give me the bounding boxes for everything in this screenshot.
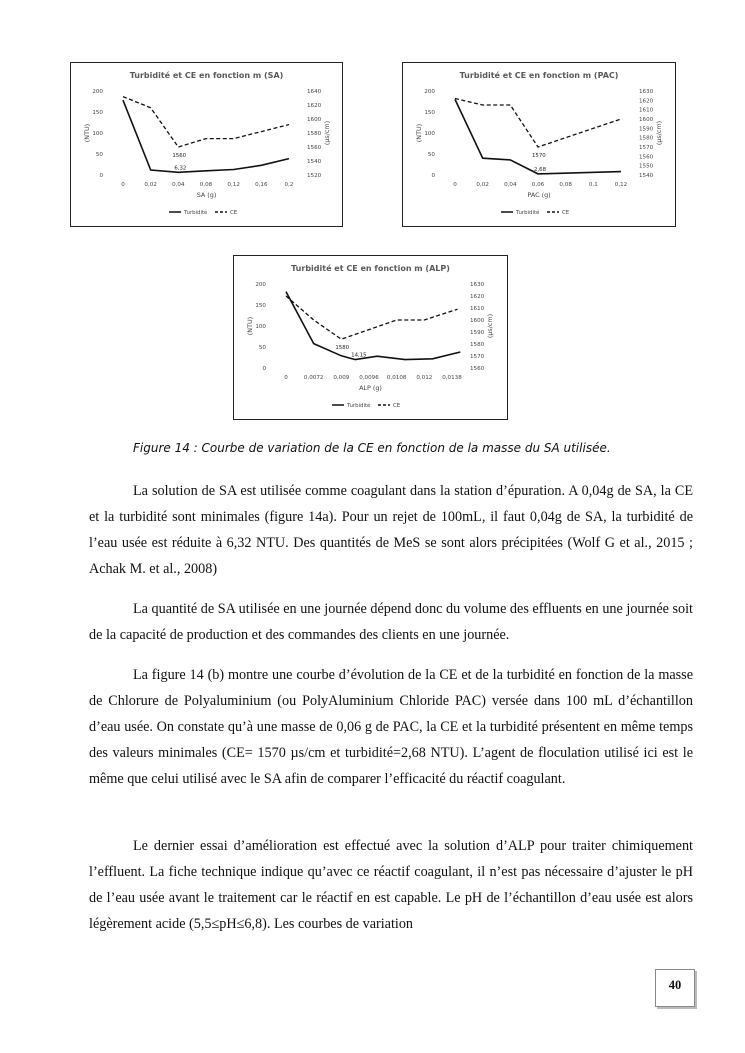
left-tick-label: 0 xyxy=(262,366,266,372)
legend-label: Turbidité xyxy=(516,210,540,216)
left-tick-label: 100 xyxy=(255,324,266,330)
right-tick-label: 1600 xyxy=(307,117,322,123)
right-tick-label: 1620 xyxy=(307,103,322,109)
left-tick-label: 200 xyxy=(92,89,103,95)
left-axis-title: (NTU) xyxy=(83,123,91,143)
right-tick-label: 1580 xyxy=(470,342,485,348)
paragraph-4: Le dernier essai d’amélioration est effectué avec la solution d’ALP pour traiter chimiquement l’effluent. La fiche technique indique qu’avec ce réactif coagulant, il n’est pas nécessaire d’ajuster le pH de l’eau usée avant le traitement car le réactif en est capable. Le pH de l’échantillon d’eau usée est alors légèrement acide (5,5≤pH≤6,8). Les courbes de variation xyxy=(89,838,693,932)
right-tick-label: 1590 xyxy=(639,126,654,133)
ce-line xyxy=(286,296,458,339)
turbidity-line xyxy=(455,99,621,173)
legend-label: Turbidité xyxy=(347,403,371,409)
left-tick-label: 150 xyxy=(92,110,103,116)
x-tick-label: 0,08 xyxy=(559,182,572,188)
x-tick-label: 0,2 xyxy=(284,182,294,188)
left-tick-label: 200 xyxy=(424,89,435,95)
data-label: 6,32 xyxy=(174,165,187,172)
right-tick-label: 1550 xyxy=(639,163,654,170)
chart-pac xyxy=(402,62,676,227)
chart-alp xyxy=(233,255,508,420)
chart-title: Turbidité et CE en fonction m (ALP) xyxy=(291,264,450,273)
right-tick-label: 1610 xyxy=(639,107,654,114)
legend-label: CE xyxy=(562,210,570,216)
x-tick-label: 0,02 xyxy=(144,182,157,188)
left-tick-label: 100 xyxy=(424,131,435,137)
x-tick-label: 0,0138 xyxy=(442,375,462,381)
chart-pac-svg xyxy=(403,63,675,226)
x-axis-title: SA (g) xyxy=(196,191,217,199)
left-tick-label: 0 xyxy=(99,173,103,179)
right-axis-title: (µs/cm) xyxy=(323,120,331,146)
right-tick-label: 1570 xyxy=(470,354,485,360)
data-label: 1570 xyxy=(532,153,546,159)
left-tick-label: 100 xyxy=(92,131,103,137)
x-axis-title: PAC (g) xyxy=(527,191,551,199)
x-tick-label: 0,012 xyxy=(416,375,433,381)
left-tick-label: 150 xyxy=(255,303,266,309)
x-tick-label: 0,16 xyxy=(255,182,268,188)
paragraph-1: La solution de SA est utilisée comme coagulant dans la station d’épuration. A 0,04g de SA, la CE et la turbidité sont minimales (figure 14a). Pour un rejet de 100mL, il faut 0,04g de SA, la turbidité de l’eau usée est réduite à 6,32 NTU. Des quantités de MeS se sont alors précipitées (Wolf G et al., 2015 ; Achak M. et al., 2008) xyxy=(89,483,693,577)
x-tick-label: 0,12 xyxy=(227,182,240,188)
right-axis-title: (µs/cm) xyxy=(655,120,663,146)
left-tick-label: 50 xyxy=(95,152,103,158)
right-tick-label: 1540 xyxy=(307,159,322,165)
x-tick-label: 0,1 xyxy=(588,182,598,188)
right-tick-label: 1580 xyxy=(307,131,322,137)
x-tick-label: 0,0096 xyxy=(359,375,379,381)
left-axis-title: (NTU) xyxy=(246,316,254,336)
right-tick-label: 1600 xyxy=(639,117,654,123)
right-axis-title: (µs/cm) xyxy=(486,313,494,339)
x-tick-label: 0 xyxy=(453,182,457,188)
legend-label: CE xyxy=(393,403,401,409)
ce-line xyxy=(123,97,289,147)
chart-title: Turbidité et CE en fonction m (SA) xyxy=(129,71,284,80)
right-tick-label: 1600 xyxy=(470,318,485,324)
left-tick-label: 150 xyxy=(424,110,435,116)
x-tick-label: 0 xyxy=(284,375,288,381)
chart-alp-svg xyxy=(234,256,507,419)
x-tick-label: 0,06 xyxy=(531,182,545,188)
right-tick-label: 1630 xyxy=(639,89,654,95)
legend-label: CE xyxy=(230,210,238,216)
ce-line xyxy=(455,99,621,148)
chart-sa xyxy=(70,62,343,227)
left-tick-label: 200 xyxy=(255,282,266,288)
right-tick-label: 1580 xyxy=(639,135,654,142)
left-tick-label: 50 xyxy=(427,152,435,158)
chart-sa-svg xyxy=(71,63,342,226)
x-tick-label: 0,0072 xyxy=(303,375,324,381)
x-tick-label: 0,02 xyxy=(476,182,489,188)
left-tick-label: 50 xyxy=(258,345,266,351)
data-label: 2,68 xyxy=(534,166,547,173)
x-tick-label: 0,08 xyxy=(199,182,213,188)
page-number: 40 xyxy=(668,978,682,992)
right-tick-label: 1560 xyxy=(639,154,654,161)
x-tick-label: 0,009 xyxy=(333,375,350,381)
right-tick-label: 1640 xyxy=(307,89,322,95)
right-tick-label: 1520 xyxy=(307,173,322,179)
x-tick-label: 0,12 xyxy=(614,182,628,188)
right-tick-label: 1540 xyxy=(639,173,654,179)
left-tick-label: 0 xyxy=(431,173,435,179)
right-tick-label: 1560 xyxy=(307,145,322,151)
paragraph-2: La quantité de SA utilisée en une journée dépend donc du volume des effluents en une journée soit de la capacité de production et des commandes des clients en une journée. xyxy=(89,601,693,643)
legend-label: Turbidité xyxy=(184,210,208,216)
x-tick-label: 0 xyxy=(121,182,125,188)
x-axis-title: ALP (g) xyxy=(359,384,382,392)
x-tick-label: 0,04 xyxy=(172,182,185,188)
right-tick-label: 1610 xyxy=(470,306,485,312)
turbidity-line xyxy=(123,100,289,172)
x-tick-label: 0,0108 xyxy=(386,375,407,381)
right-tick-label: 1630 xyxy=(470,282,485,288)
left-axis-title: (NTU) xyxy=(415,123,423,143)
page-number-badge xyxy=(655,969,695,1007)
right-tick-label: 1620 xyxy=(470,294,485,300)
chart-title: Turbidité et CE en fonction m (PAC) xyxy=(459,71,619,80)
data-label: 14,15 xyxy=(351,352,367,359)
paragraph-3: La figure 14 (b) montre une courbe d’évolution de la CE et de la turbidité en fonction de la masse de Chlorure de Polyaluminium (ou PolyAluminium Chloride PAC) versée dans 100 mL d’échantillon d’eau usée. On constate qu’à une masse de 0,06 g de PAC, la CE et la turbidité présentent en même temps des valeurs minimales (CE= 1570 µs/cm et turbidité=2,68 NTU). L’agent de floculation utilisé ici est le même que celui utilisé avec le SA afin de comparer l’efficacité du réactif coagulant. xyxy=(89,667,693,787)
figure-caption: Figure 14 : Courbe de variation de la CE en fonction de la masse du SA utilisée. xyxy=(133,441,611,455)
right-tick-label: 1570 xyxy=(639,145,654,151)
data-label: 1560 xyxy=(172,153,187,159)
right-tick-label: 1590 xyxy=(470,330,485,336)
right-tick-label: 1560 xyxy=(470,366,485,372)
right-tick-label: 1620 xyxy=(639,98,654,105)
data-label: 1580 xyxy=(335,345,350,352)
x-tick-label: 0,04 xyxy=(504,182,517,188)
turbidity-line xyxy=(286,292,460,360)
